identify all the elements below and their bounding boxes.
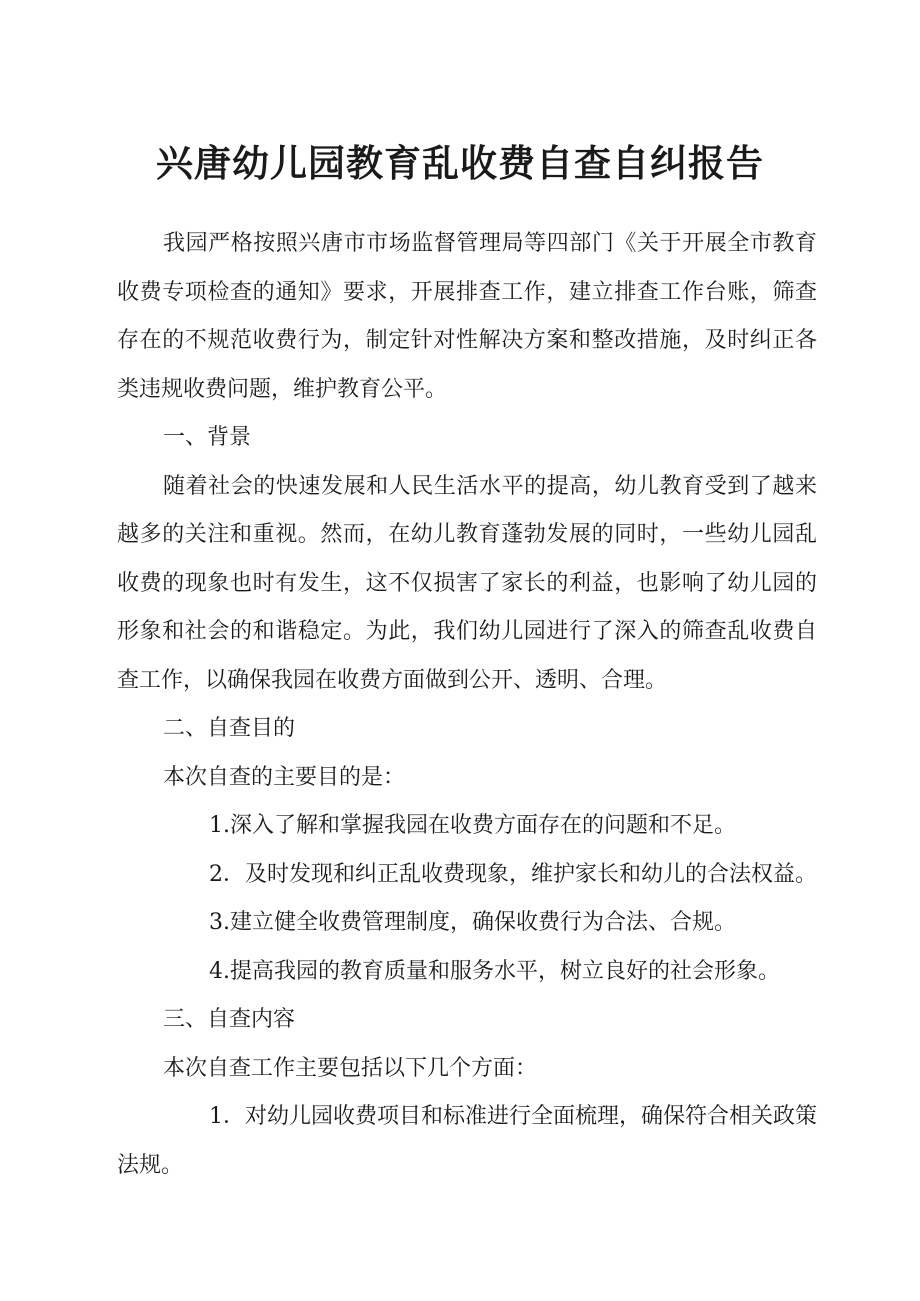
list-text: 对幼儿园收费项目和标准进行全面梳理，确保符合相关政策法规。 xyxy=(117,1104,818,1178)
list-number: 1. xyxy=(209,813,230,838)
list-number: 3 xyxy=(209,910,223,935)
list-number: 1． xyxy=(209,1104,245,1129)
purpose-item-3 xyxy=(117,899,817,948)
section-heading-background: 一、背景 xyxy=(163,425,252,450)
purpose-item-4 xyxy=(117,948,817,997)
list-number: 4 xyxy=(209,958,223,984)
purpose-lead: 本次自查的主要目的是： xyxy=(163,764,406,790)
section-heading-content: 三、自查内容 xyxy=(163,1007,296,1032)
purpose-item-1 xyxy=(117,802,817,851)
intro-paragraph: 我园严格按照兴唐市市场监督管理局等四部门《关于开展全市教育收费专项检查的通知》要求，开展排查工作，建立排查工作台账，筛查存在的不规范收费行为，制定针对性解决方案和整改措施，及时纠正各类违规收费问题，维护教育公平。 xyxy=(117,231,817,402)
document-title: 兴唐幼儿园教育乱收费自查自纠报告 xyxy=(156,140,764,185)
background-paragraph: 随着社会的快速发展和人民生活水平的提高，幼儿教育受到了越来越多的关注和重视。然而，在幼儿教育蓬勃发展的同时，一些幼儿园乱收费的现象也时有发生，这不仅损害了家长的利益，也影响了幼儿园的形象和社会的和谐稳定。为此，我们幼儿园进行了深入的筛查乱收费自查工作，以确保我园在收费方面做到公开、透明、合理。 xyxy=(117,473,817,693)
purpose-item-2 xyxy=(117,851,817,900)
list-text: 深入了解和掌握我园在收费方面存在的问题和不足。 xyxy=(230,813,737,838)
list-text: .提高我园的教育质量和服务水平，树立良好的社会形象。 xyxy=(223,958,780,984)
section-heading-purpose: 二、自查目的 xyxy=(163,716,296,741)
list-text: 及时发现和纠正乱收费现象，维护家长和幼儿的合法权益。 xyxy=(245,861,818,887)
content-lead: 本次自查工作主要包括以下几个方面： xyxy=(163,1055,538,1081)
list-text: .建立健全收费管理制度，确保收费行为合法、合规。 xyxy=(223,910,736,935)
document-body xyxy=(117,220,817,1190)
list-number: 2． xyxy=(209,861,245,887)
content-item-1 xyxy=(117,1093,817,1190)
